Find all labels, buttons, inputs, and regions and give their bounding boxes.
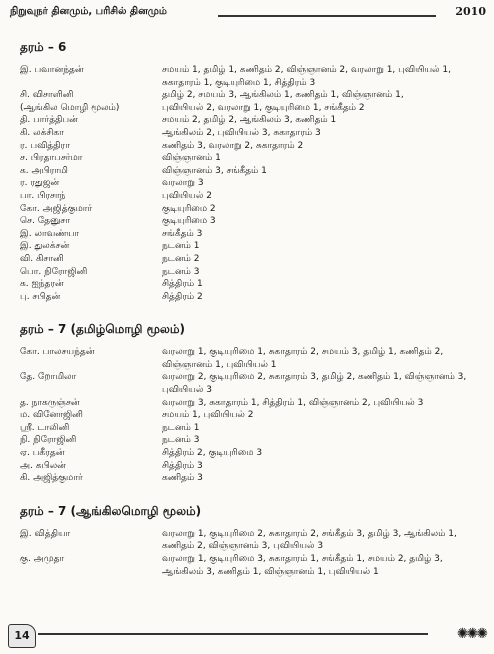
student-row bbox=[20, 140, 486, 153]
subject-awards: நடனம் 2 bbox=[162, 253, 200, 264]
student-row bbox=[20, 177, 486, 190]
student-name: சி. விசாளினி bbox=[20, 90, 74, 101]
student-row bbox=[20, 472, 486, 485]
subject-awards: நடனம் 1 bbox=[162, 422, 200, 433]
student-row bbox=[20, 89, 486, 102]
student-name: இ. லாவண்யா bbox=[20, 228, 80, 239]
student-name: ஸ்ரீ. டாலினி bbox=[20, 422, 70, 433]
student-row bbox=[20, 528, 486, 553]
subject-awards: வரலாறு 2, குடியுரிமை 2, சுகாதாரம் 3, தமிழ் 2, கணிதம் 1, விஞ்ஞானம் 3, புவியியல் 3 bbox=[162, 372, 467, 396]
subject-awards: வரலாறு 3 bbox=[162, 178, 204, 189]
student-name: கு. அமுதா bbox=[20, 554, 65, 564]
subject-awards: நடனம் 3 bbox=[162, 435, 200, 446]
footer-ornament-icon: ✺✺✺ bbox=[456, 626, 486, 642]
student-row bbox=[20, 240, 486, 253]
subject-awards: சித்திரம் 1 bbox=[162, 279, 203, 290]
header-divider bbox=[218, 15, 436, 17]
student-name: ர. பவித்திரா bbox=[20, 140, 70, 151]
subject-awards: புவியியல் 2, வரலாறு 1, குடியுரிமை 1, சங்கீதம் 2 bbox=[162, 102, 365, 113]
student-row bbox=[20, 346, 486, 371]
page-number: 14 bbox=[14, 629, 30, 642]
subject-awards: சித்திரம் 3 bbox=[162, 460, 203, 471]
awards-list bbox=[20, 40, 486, 578]
student-row bbox=[20, 228, 486, 241]
section-title: தரம் – 6 bbox=[20, 40, 67, 54]
student-name: கி. அஜித்குமார் bbox=[20, 473, 83, 484]
student-row bbox=[20, 266, 486, 279]
student-row bbox=[20, 409, 486, 422]
student-name: ம. வினோஜினி bbox=[20, 410, 83, 421]
student-name: (ஆங்கில மொழி மூலம்) bbox=[20, 102, 120, 113]
student-name: வி. கிசானி bbox=[20, 253, 64, 264]
student-name: க. அபிராமி bbox=[20, 165, 68, 176]
student-name: ர. ரதுஜன் bbox=[20, 178, 60, 189]
student-name: பொ. நிரோஜினி bbox=[20, 266, 88, 277]
student-name: பா. பிரசாந் bbox=[20, 190, 66, 201]
student-name: த. நாகருஞ்சன் bbox=[20, 397, 80, 408]
section-title: தரம் – 7 (தமிழ்மொழி மூலம்) bbox=[20, 322, 185, 337]
student-name: ஏ. பகீரதன் bbox=[20, 448, 65, 459]
subject-awards: விஞ்ஞானம் 3, சங்கீதம் 1 bbox=[162, 165, 267, 176]
section-spacer bbox=[20, 485, 486, 504]
student-row bbox=[20, 64, 486, 89]
student-name: தே. றோமிலா bbox=[20, 372, 77, 383]
page-header bbox=[10, 4, 486, 26]
student-row bbox=[20, 152, 486, 165]
page-number-tab bbox=[8, 624, 36, 648]
subject-awards: கணிதம் 3, வரலாறு 2, சுகாதாரம் 2 bbox=[162, 140, 304, 151]
subject-awards: தமிழ் 2, சமயம் 3, ஆங்கிலம் 1, கணிதம் 1, விஞ்ஞானம் 1, bbox=[162, 90, 404, 101]
student-row bbox=[20, 127, 486, 140]
student-row bbox=[20, 434, 486, 447]
subject-awards: நடனம் 3 bbox=[162, 266, 200, 277]
student-row bbox=[20, 460, 486, 473]
subject-awards: குடியுரிமை 3 bbox=[162, 216, 216, 227]
student-row bbox=[20, 253, 486, 266]
subject-awards: சமயம் 1, தமிழ் 1, கணிதம் 2, விஞ்ஞானம் 2, வரலாறு 1, புவியியல் 1, சுகாதாரம் 1, குடியுரிமை 1, சித்திரம் 3 bbox=[162, 65, 451, 88]
student-row bbox=[20, 190, 486, 203]
student-name: கோ. பாலசயந்தன் bbox=[20, 347, 95, 358]
header-year: 2010 bbox=[455, 5, 486, 18]
student-row bbox=[20, 447, 486, 460]
student-row bbox=[20, 102, 486, 115]
student-row bbox=[20, 165, 486, 178]
subject-awards: புவியியல் 2 bbox=[162, 190, 212, 201]
student-row bbox=[20, 291, 486, 304]
student-name: செ. தேனுசா bbox=[20, 216, 71, 227]
student-row bbox=[20, 397, 486, 410]
section-title: தரம் – 7 (ஆங்கிலமொழி மூலம்) bbox=[20, 503, 202, 518]
student-row bbox=[20, 422, 486, 435]
footer-divider bbox=[38, 633, 428, 635]
student-name: தி. பார்த்திபன் bbox=[20, 115, 78, 126]
student-name: அ. கபிலன் bbox=[20, 460, 66, 471]
subject-awards: வரலாறு 1, குடியுரிமை 2, சுகாதாரம் 2, சங்கீதம் 3, தமிழ் 3, ஆங்கிலம் 1, கணிதம் 2, விஞ்ஞானம் 3, புவியியல் 3 bbox=[162, 528, 457, 552]
subject-awards: குடியுரிமை 2 bbox=[162, 203, 216, 214]
student-row bbox=[20, 371, 486, 396]
student-name: இ. வித்தியா bbox=[20, 528, 71, 539]
subject-awards: விஞ்ஞானம் 1 bbox=[162, 153, 221, 164]
subject-awards: சமயம் 1, புவியியல் 2 bbox=[162, 410, 254, 421]
subject-awards: நடனம் 1 bbox=[162, 241, 200, 252]
student-row bbox=[20, 203, 486, 216]
student-row bbox=[20, 553, 486, 578]
subject-awards: வரலாறு 1, குடியுரிமை 3, சுகாதாரம் 1, சங்கீதம் 1, சமயம் 2, தமிழ் 3, ஆங்கிலம் 3, கணிதம் 1, விஞ்ஞானம் 1, புவியியல் 1 bbox=[162, 554, 443, 577]
student-name: கி. லக்சிகா bbox=[20, 127, 64, 138]
subject-awards: சித்திரம் 2 bbox=[162, 291, 203, 302]
student-name: ச. பிரதாபசர்மா bbox=[20, 153, 83, 164]
subject-awards: வரலாறு 3, சுகாதாரம் 1, சித்திரம் 1, விஞ்ஞானம் 2, புவியியல் 3 bbox=[162, 397, 424, 408]
subject-awards: சித்திரம் 2, குடியுரிமை 3 bbox=[162, 448, 263, 459]
student-name: இ. துலக்சன் bbox=[20, 241, 70, 252]
student-name: இ. பவானந்தன் bbox=[20, 65, 84, 75]
student-row bbox=[20, 215, 486, 228]
student-row bbox=[20, 114, 486, 127]
subject-awards: வரலாறு 1, குடியுரிமை 1, சுகாதாரம் 2, சமயம் 3, தமிழ் 1, கணிதம் 2, விஞ்ஞானம் 1, புவியியல் 1 bbox=[162, 347, 444, 370]
student-name: கோ. அஜித்குமார் bbox=[20, 203, 93, 214]
student-row bbox=[20, 278, 486, 291]
student-name: க. ஐந்தரன் bbox=[20, 279, 64, 290]
header-title: நிறுவுநர் தினமும், பரிசில் தினமும் bbox=[10, 6, 167, 17]
subject-awards: சமயம் 2, தமிழ் 2, ஆங்கிலம் 3, கணிதம் 1 bbox=[162, 115, 337, 126]
subject-awards: கணிதம் 3 bbox=[162, 473, 203, 484]
section-spacer bbox=[20, 303, 486, 322]
student-name: நி. நிரோஜினி bbox=[20, 435, 77, 446]
subject-awards: சங்கீதம் 3 bbox=[162, 228, 203, 239]
subject-awards: ஆங்கிலம் 2, புவியியல் 3, சுகாதாரம் 3 bbox=[162, 127, 321, 138]
page-footer bbox=[8, 624, 486, 648]
student-name: பு. சபிதன் bbox=[20, 291, 61, 302]
